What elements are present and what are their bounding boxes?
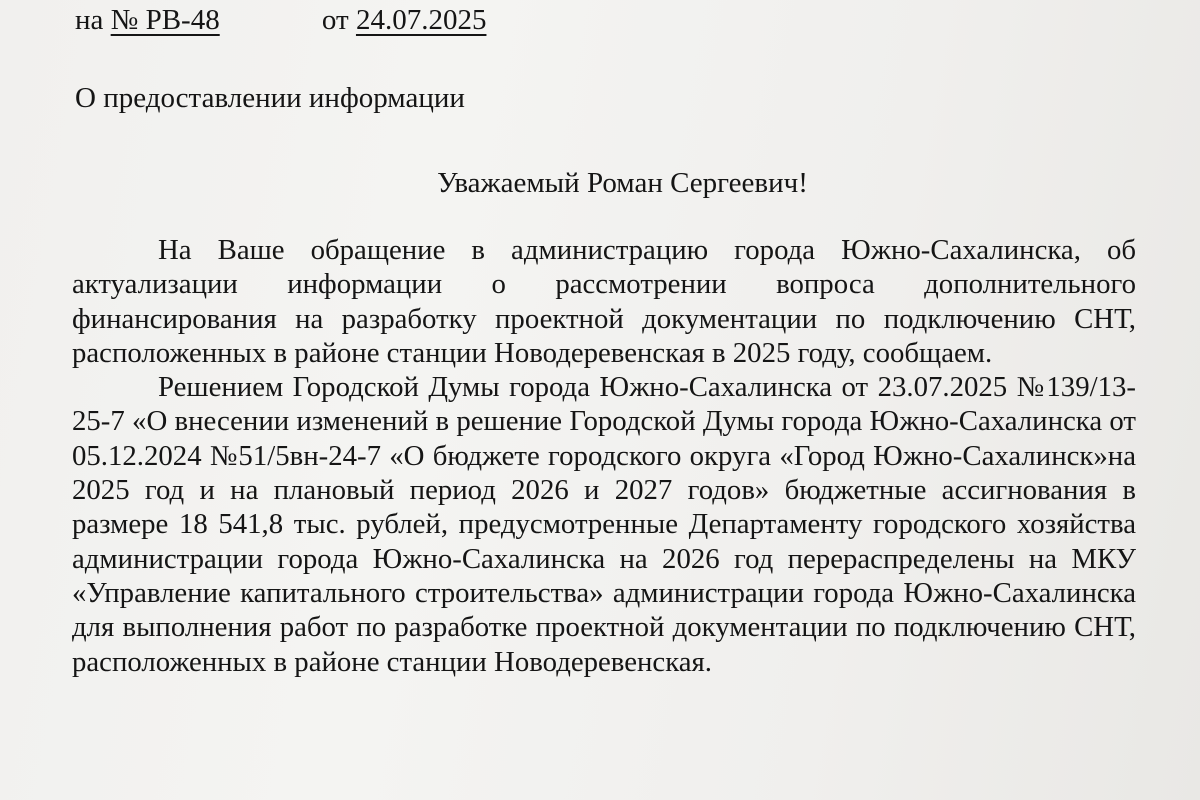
document-date: 24.07.2025 [355,4,487,36]
document-reference [75,0,486,40]
na-label: на [75,4,104,36]
salutation: Уважаемый Роман Сергеевич! [437,167,808,199]
ot-label: от [321,4,349,36]
paragraph-request: На Ваше обращение в администрацию города Южно-Сахалинска, об актуализации информации о рассмотрении вопроса дополнительного финансирования на разработку проектной документации по подключению СНТ, расположенных в районе станции Новодеревенская в 2025 году, сообщаем. [72,234,1136,369]
letter-subject: О предоставлении информации [75,82,465,114]
document-number: № РВ-48 [110,4,220,36]
letter-body [72,233,1136,679]
paragraph-decision: Решением Городской Думы города Южно-Сахалинска от 23.07.2025 №139/13-25-7 «О внесении изменений в решение Городской Думы города Южно-Сахалинска от 05.12.2024 №51/5вн-24-7 «О бюджете городского округа «Город Южно-Сахалинск»на 2025 год и на плановый период 2026 и 2027 годов» бюджетные ассигнования в размере 18 541,8 тыс. рублей, предусмотренные Департаменту городского хозяйства администрации города Южно-Сахалинска на 2026 год перераспределены на МКУ «Управление капитального строительства» администрации города Южно-Сахалинска для выполнения работ по разработке проектной документации по подключению СНТ, расположенных в районе станции Новодеревенская. [72,371,1136,678]
